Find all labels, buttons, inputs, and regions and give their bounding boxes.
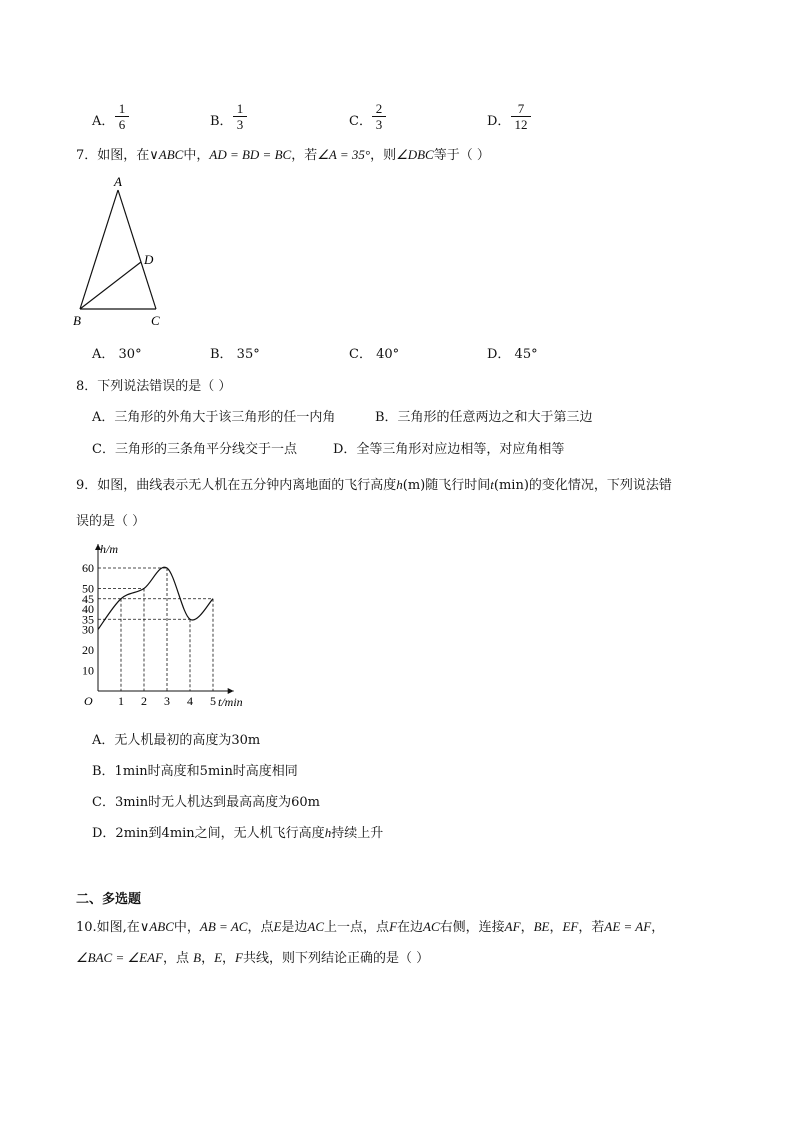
x-axis-label: t/min [218, 695, 243, 709]
q9-option-a: A．无人机最初的高度为30m [92, 733, 261, 748]
vertex-d-label: D [144, 252, 154, 267]
q7-text: 7．如图，在 [76, 148, 150, 163]
math-var: F [389, 919, 398, 934]
fraction-numerator: 1 [233, 101, 247, 117]
q10-text: 在边 [397, 920, 424, 935]
math-var: AC [307, 919, 325, 934]
origin-label: O [84, 694, 93, 708]
q8-option-c: C．三角形的三条角平分线交于一点 [92, 442, 297, 457]
q10-text: 是边 [281, 920, 308, 935]
q9-option-d-text: D．2min到4min之间，无人机飞行高度 [92, 826, 325, 841]
y-axis-label: h/m [100, 542, 118, 556]
y-tick-label: 45 [82, 591, 94, 606]
math-expr: ∠DBC [396, 147, 434, 162]
math-expr: AD = BD = BC [209, 147, 292, 162]
q8-option-b: B．三角形的任意两边之和大于第三边 [375, 410, 593, 425]
q7-stem [76, 144, 490, 163]
y-tick-label: 60 [82, 561, 94, 575]
q10-text: ， [520, 920, 534, 935]
q9-text: 9．如图，曲线表示无人机在五分钟内离地面的飞行高度 [76, 478, 397, 493]
math-var: E [214, 950, 223, 965]
fraction-numerator: 2 [372, 101, 386, 117]
q8-option-d: D．全等三角形对应边相等，对应角相等 [333, 442, 565, 457]
math-var: B [193, 950, 202, 965]
y-tick-label: 50 [82, 581, 94, 596]
q9-option-d [92, 822, 383, 841]
vertex-b-label: B [73, 313, 81, 328]
q10-text: 上一点，点 [324, 920, 390, 935]
math-var: AC [423, 919, 440, 934]
math-var: h [396, 477, 403, 492]
y-tick-label: 35 [82, 612, 94, 627]
q10-text: ，若 [578, 920, 605, 935]
q10-text: ，点 [247, 920, 274, 935]
math-expr: ∠A = 35° [317, 147, 371, 162]
math-expr: AB = AC [199, 919, 248, 934]
math-unit: (m) [402, 478, 426, 493]
section-title: 二、多选题 [76, 892, 142, 907]
side-ac [118, 190, 156, 309]
math-var: AF [504, 919, 521, 934]
q7-triangle-figure [70, 172, 180, 332]
fraction-denominator: 6 [118, 117, 126, 132]
math-var: BE [533, 919, 550, 934]
q10-text: 中， [173, 920, 200, 935]
math-var: EF [562, 919, 579, 934]
q6-option-b-fraction [233, 101, 247, 132]
math-var: ABC [158, 147, 184, 162]
math-var: E [273, 919, 282, 934]
q10-text: ，点 [162, 951, 194, 966]
q6-option-b-letter: B． [210, 114, 233, 129]
q6-option-c-fraction [372, 101, 386, 132]
vertex-c-label: C [151, 313, 160, 328]
q6-option-a-letter: A． [92, 114, 115, 129]
side-ab [80, 190, 118, 309]
q7-text: 中， [183, 148, 210, 163]
q7-text: ，则 [370, 148, 397, 163]
q6-option-c-letter: C． [349, 114, 372, 129]
q6-option-d-fraction [511, 101, 531, 132]
q7-text: ，若 [291, 148, 318, 163]
y-tick-label: 20 [82, 643, 94, 657]
q9-text: 随飞行时间 [425, 478, 491, 493]
q8-stem: 8．下列说法错误的是（ ） [76, 379, 232, 394]
fraction-numerator: 1 [115, 101, 129, 117]
q10-text: 10.如图,在 [76, 920, 140, 935]
fraction-denominator: 3 [375, 117, 383, 132]
fraction-numerator: 7 [511, 101, 531, 117]
q8-option-a: A．三角形的外角大于该三角形的任一内角 [92, 410, 336, 425]
q7-option-c: C． 40° [349, 347, 400, 362]
fraction-denominator: 12 [514, 117, 528, 132]
triangle-symbol: ∨ [149, 148, 159, 163]
q9-option-c: C．3min时无人机达到最高高度为60m [92, 795, 320, 810]
q9-option-d-text: 持续上升 [331, 826, 384, 841]
q9-height-time-graph [70, 536, 260, 716]
x-tick-label: 5 [210, 694, 216, 708]
q10-text: 共线，则下列结论正确的是（ ） [243, 951, 430, 966]
plot-area [82, 544, 234, 708]
q9-stem-line1 [76, 474, 672, 493]
triangle-symbol: ∨ [139, 920, 150, 935]
segment-bd [80, 262, 141, 309]
q10-text: ， [549, 920, 563, 935]
q10-text: 右侧，连接 [439, 920, 505, 935]
q10-stem-line1 [76, 916, 664, 935]
x-tick-label: 3 [164, 694, 170, 708]
q9-text: 的变化情况，下列说法错 [528, 478, 672, 493]
q10-text: ， [201, 951, 215, 966]
math-var: h [324, 825, 332, 840]
q6-option-d-letter: D． [487, 114, 511, 129]
x-tick-label: 4 [187, 694, 193, 708]
vertex-a-label: A [114, 174, 122, 189]
math-expr: AE = AF [604, 919, 652, 934]
q10-stem-line2 [76, 947, 429, 966]
q10-text: ， [651, 920, 665, 935]
height-curve [98, 567, 213, 629]
q9-option-b: B．1min时高度和5min时高度相同 [92, 764, 298, 779]
q9-stem-line2: 误的是（ ） [76, 514, 146, 529]
q7-option-d: D． 45° [487, 347, 538, 362]
x-tick-label: 1 [118, 694, 124, 708]
math-expr: ∠BAC = ∠EAF [76, 950, 163, 965]
fraction-denominator: 3 [236, 117, 244, 132]
x-tick-label: 2 [141, 694, 147, 708]
q6-option-a-fraction [115, 101, 129, 132]
math-var: t [490, 477, 494, 492]
y-tick-label: 30 [82, 622, 94, 637]
math-var: F [235, 950, 243, 965]
y-tick-label: 40 [82, 602, 94, 616]
math-var: ABC [149, 919, 174, 934]
y-tick-label: 10 [82, 663, 94, 678]
q7-text: 等于（ ） [433, 148, 490, 163]
q10-text: ， [222, 951, 236, 966]
math-unit: (min) [493, 478, 529, 493]
q7-option-b: B． 35° [210, 347, 260, 362]
q7-option-a: A． 30° [92, 347, 142, 362]
